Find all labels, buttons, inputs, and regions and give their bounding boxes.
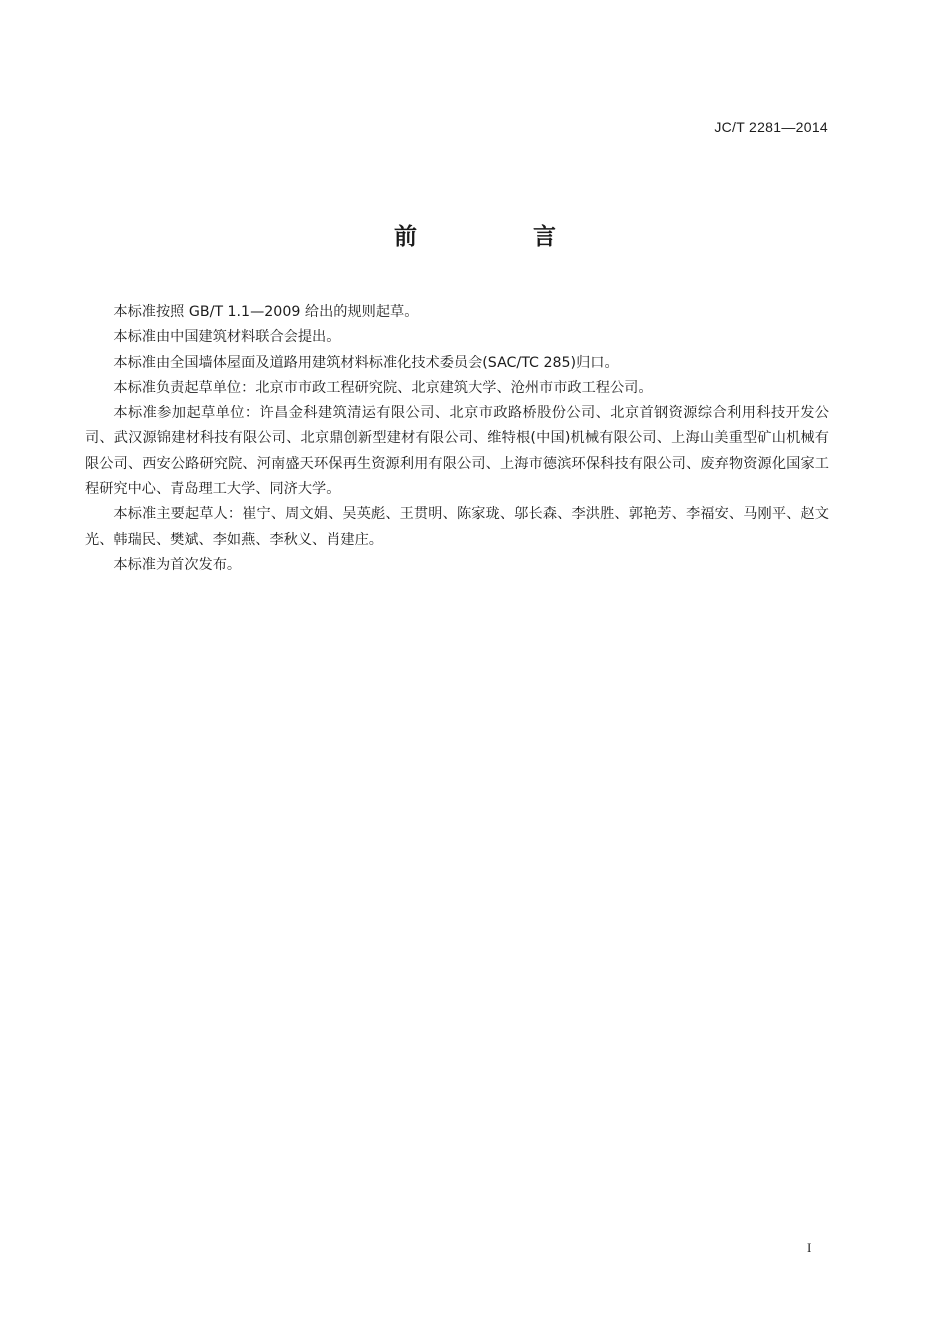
page-number: I xyxy=(807,1240,812,1255)
paragraph-first-release: 本标准为首次发布。 xyxy=(113,556,242,573)
paragraph-drafting-rules: 本标准按照 GB/T 1.1—2009 给出的规则起草。 xyxy=(113,304,419,320)
document-code: JC/T 2281—2014 xyxy=(714,119,828,135)
paragraph-main-drafters: 本标准主要起草人：崔宁、周文娟、吴英彪、王贯明、陈家珑、邬长森、李洪胜、郭艳芳、李福安、马刚平、赵文光、韩瑞民、樊斌、李如燕、李秋义、肖建庄。 xyxy=(85,506,829,548)
foreword-body xyxy=(85,300,829,578)
page-title: 前 言 xyxy=(393,224,610,250)
paragraph-proposer: 本标准由中国建筑材料联合会提出。 xyxy=(113,329,341,346)
paragraph-participating-drafters: 本标准参加起草单位：许昌金科建筑清运有限公司、北京市政路桥股份公司、北京首钢资源综合利用科技开发公司、武汉源锦建材科技有限公司、北京鼎创新型建材有限公司、维特根(中国)机械有限公司、上海山美重型矿山机械有限公司、西安公路研究院、河南盛天环保再生资源利用有限公司、上海市德滨环保科技有限公司、废弃物资源化国家工程研究中心、青岛理工大学、同济大学。 xyxy=(85,405,829,498)
paragraph-committee: 本标准由全国墙体屋面及道路用建筑材料标准化技术委员会(SAC/TC 285)归口。 xyxy=(113,354,619,371)
paragraph-lead-drafters: 本标准负责起草单位：北京市市政工程研究院、北京建筑大学、沧州市市政工程公司。 xyxy=(113,379,653,396)
